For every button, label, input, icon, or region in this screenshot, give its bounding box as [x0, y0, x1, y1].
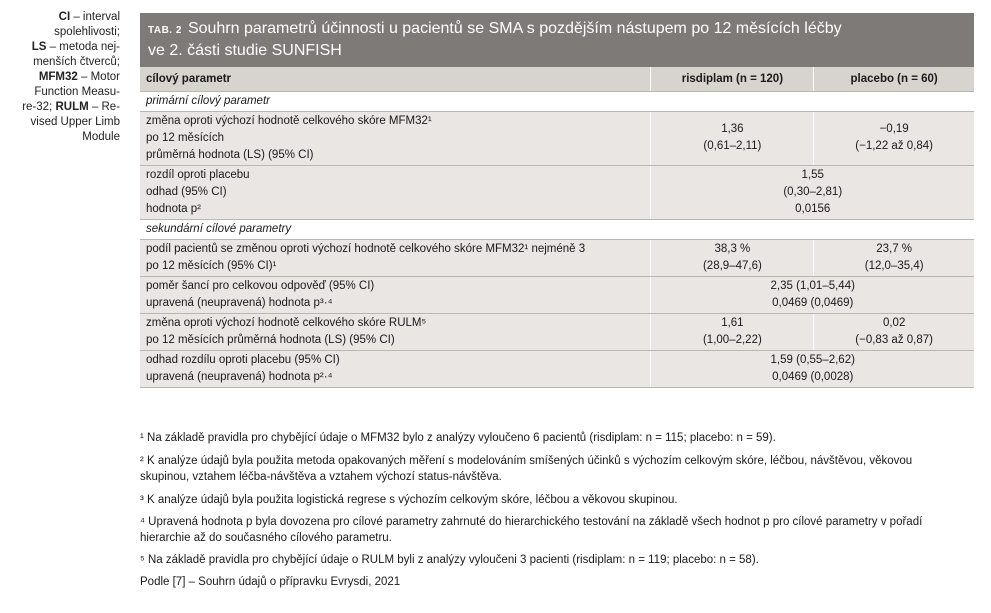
- header-parameter: cílový parametr: [140, 67, 651, 92]
- efficacy-table: [140, 13, 974, 388]
- table-row: změna oproti výchozí hodnotě celkového skóre RULM⁵ po 12 měsících průměrná hodnota (LS) (95% CI) 1,61 (1,00–2,22) 0,02 (−0,83 až 0,87): [140, 314, 974, 351]
- header-risdiplam: risdiplam (n = 120): [651, 67, 814, 92]
- footnote-4: ⁴ Upravená hodnota p byla dovozena pro cílové parametry zahrnuté do hierarchického testování na základě všech hodnot p pro cílové parametry v pořadí hierarchie až do současného cílového parametru.: [140, 516, 923, 544]
- table-title-bar: [140, 13, 974, 67]
- table-row: podíl pacientů se změnou oproti výchozí hodnotě celkového skóre MFM32¹ nejméně 3 po 12 měsících (95% CI)¹ 38,3 % (28,9–47,6) 23,7 % (12,0–35,4): [140, 240, 974, 277]
- table-label: TAB. 2: [148, 25, 182, 36]
- table-row: odhad rozdílu oproti placebu (95% CI) upravená (neupravená) hodnota p²·⁴ 1,59 (0,55–2,62) 0,0469 (0,0028): [140, 351, 974, 388]
- section-row-primary: primární cílový parametr: [140, 92, 974, 112]
- header-placebo: placebo (n = 60): [814, 67, 974, 92]
- table-title-line1: Souhrn parametrů účinnosti u pacientů se SMA s pozdějším nástupem po 12 měsících léčby: [187, 20, 842, 37]
- section-row-secondary: sekundární cílové parametry: [140, 220, 974, 240]
- source-note: Podle [7] – Souhrn údajů o přípravku Evrysdi, 2021: [140, 576, 401, 588]
- table-row: poměr šancí pro celkovou odpověď (95% CI) upravená (neupravená) hodnota p³·⁴ 2,35 (1,01–5,44) 0,0469 (0,0469): [140, 277, 974, 314]
- footnote-2: ² K analýze údajů byla použita metoda opakovaných měření s modelováním smíšených účinků s výchozím celkovým skóre, léčbou, návštěvou, věkovou skupinou, vztahem léčba-návštěva a vztahem výchozí status-návštěva.: [140, 455, 913, 483]
- table-row: změna oproti výchozí hodnotě celkového skóre MFM32¹ po 12 měsících průměrná hodnota (LS) (95% CI) 1,36 (0,61–2,11) −0,19 (−1,22 až 0,84): [140, 112, 974, 166]
- footnote-3: ³ K analýze údajů byla použita logistická regrese s výchozím celkovým skóre, léčbou a věkovou skupinou.: [140, 494, 678, 506]
- table-row: rozdíl oproti placebu odhad (95% CI) hodnota p² 1,55 (0,30–2,81) 0,0156: [140, 166, 974, 220]
- table-title-line2: ve 2. části studie SUNFISH: [148, 42, 342, 59]
- footnote-5: ⁵ Na základě pravidla pro chybějící údaje o RULM byli z analýzy vyloučeni 3 pacienti (risdiplam: n = 119; placebo: n = 58).: [140, 554, 759, 566]
- abbreviation-note: CI – interval spolehlivosti; LS – metoda nej- menších čtverců; MFM32 – Motor Function Measu- re-32; RULM – Re- vised Upper Limb Module: [22, 11, 120, 143]
- footnote-1: ¹ Na základě pravidla pro chybějící údaje o MFM32 bylo z analýzy vyloučeno 6 pacientů (risdiplam: n = 115; placebo: n = 59).: [140, 432, 776, 444]
- table-header-row: [140, 67, 974, 92]
